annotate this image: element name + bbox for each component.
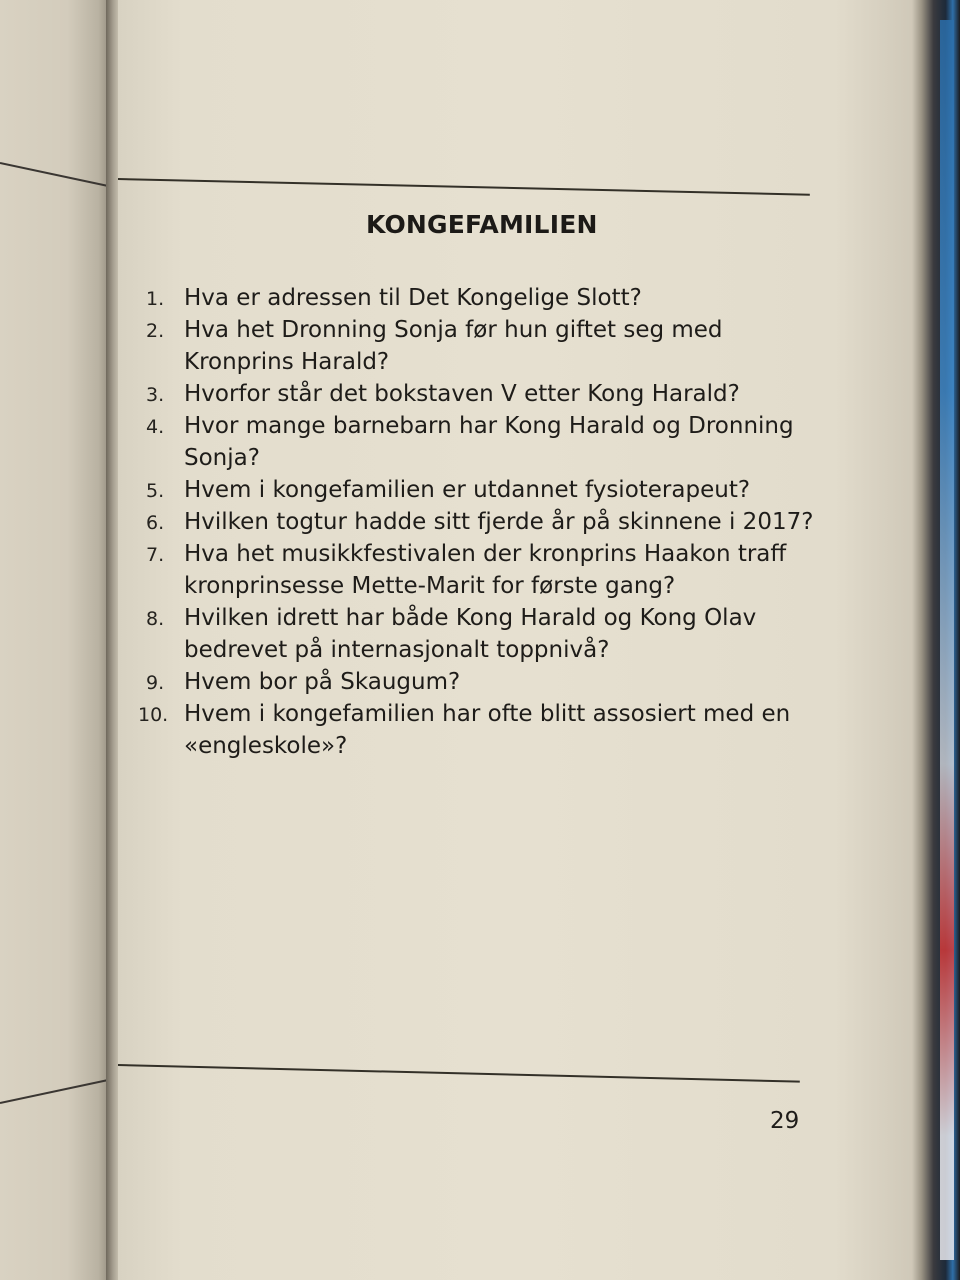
adjacent-book-spine [940,20,954,1260]
question-number: 10. [138,704,169,726]
list-item [146,538,836,602]
page-number: 29 [770,1108,800,1134]
question-number: 3. [146,384,165,406]
question-number: 7. [146,544,165,566]
question-text: Hva het musikkfestivalen der kronprins Haakon traff kronprinsesse Mette-Marit for første gang? [184,541,787,599]
header-rule [118,178,810,196]
question-list [138,282,836,762]
question-text: Hvilken idrett har både Kong Harald og Kong Olav bedrevet på internasjonalt toppnivå? [184,605,757,663]
list-item [146,410,836,474]
question-text: Hvem i kongefamilien er utdannet fysioterapeut? [184,477,751,503]
list-item [146,474,836,506]
list-item [146,378,836,410]
question-text: Hvor mange barnebarn har Kong Harald og Dronning Sonja? [184,413,794,471]
question-number: 5. [146,480,165,502]
question-number: 6. [146,512,165,534]
question-text: Hvorfor står det bokstaven V etter Kong Harald? [184,381,740,407]
list-item [146,314,836,378]
left-page-top-rule [0,162,108,187]
list-item [146,506,836,538]
page-title: KONGEFAMILIEN [366,210,598,239]
question-number: 4. [146,416,165,438]
question-number: 9. [146,672,165,694]
left-page-bottom-rule [0,1079,108,1104]
list-item [138,698,836,762]
question-text: Hvilken togtur hadde sitt fjerde år på skinnene i 2017? [184,509,814,535]
question-text: Hva het Dronning Sonja før hun giftet seg med Kronprins Harald? [184,317,723,375]
book-page [118,0,914,1280]
footer-rule [118,1064,800,1083]
left-page [0,0,112,1280]
question-number: 1. [146,288,165,310]
list-item [146,602,836,666]
question-text: Hvem i kongefamilien har ofte blitt assosiert med en «engleskole»? [184,701,791,759]
list-item [146,282,836,314]
list-item [146,666,836,698]
question-number: 8. [146,608,165,630]
question-text: Hvem bor på Skaugum? [184,669,461,695]
question-text: Hva er adressen til Det Kongelige Slott? [184,285,642,311]
question-number: 2. [146,320,165,342]
